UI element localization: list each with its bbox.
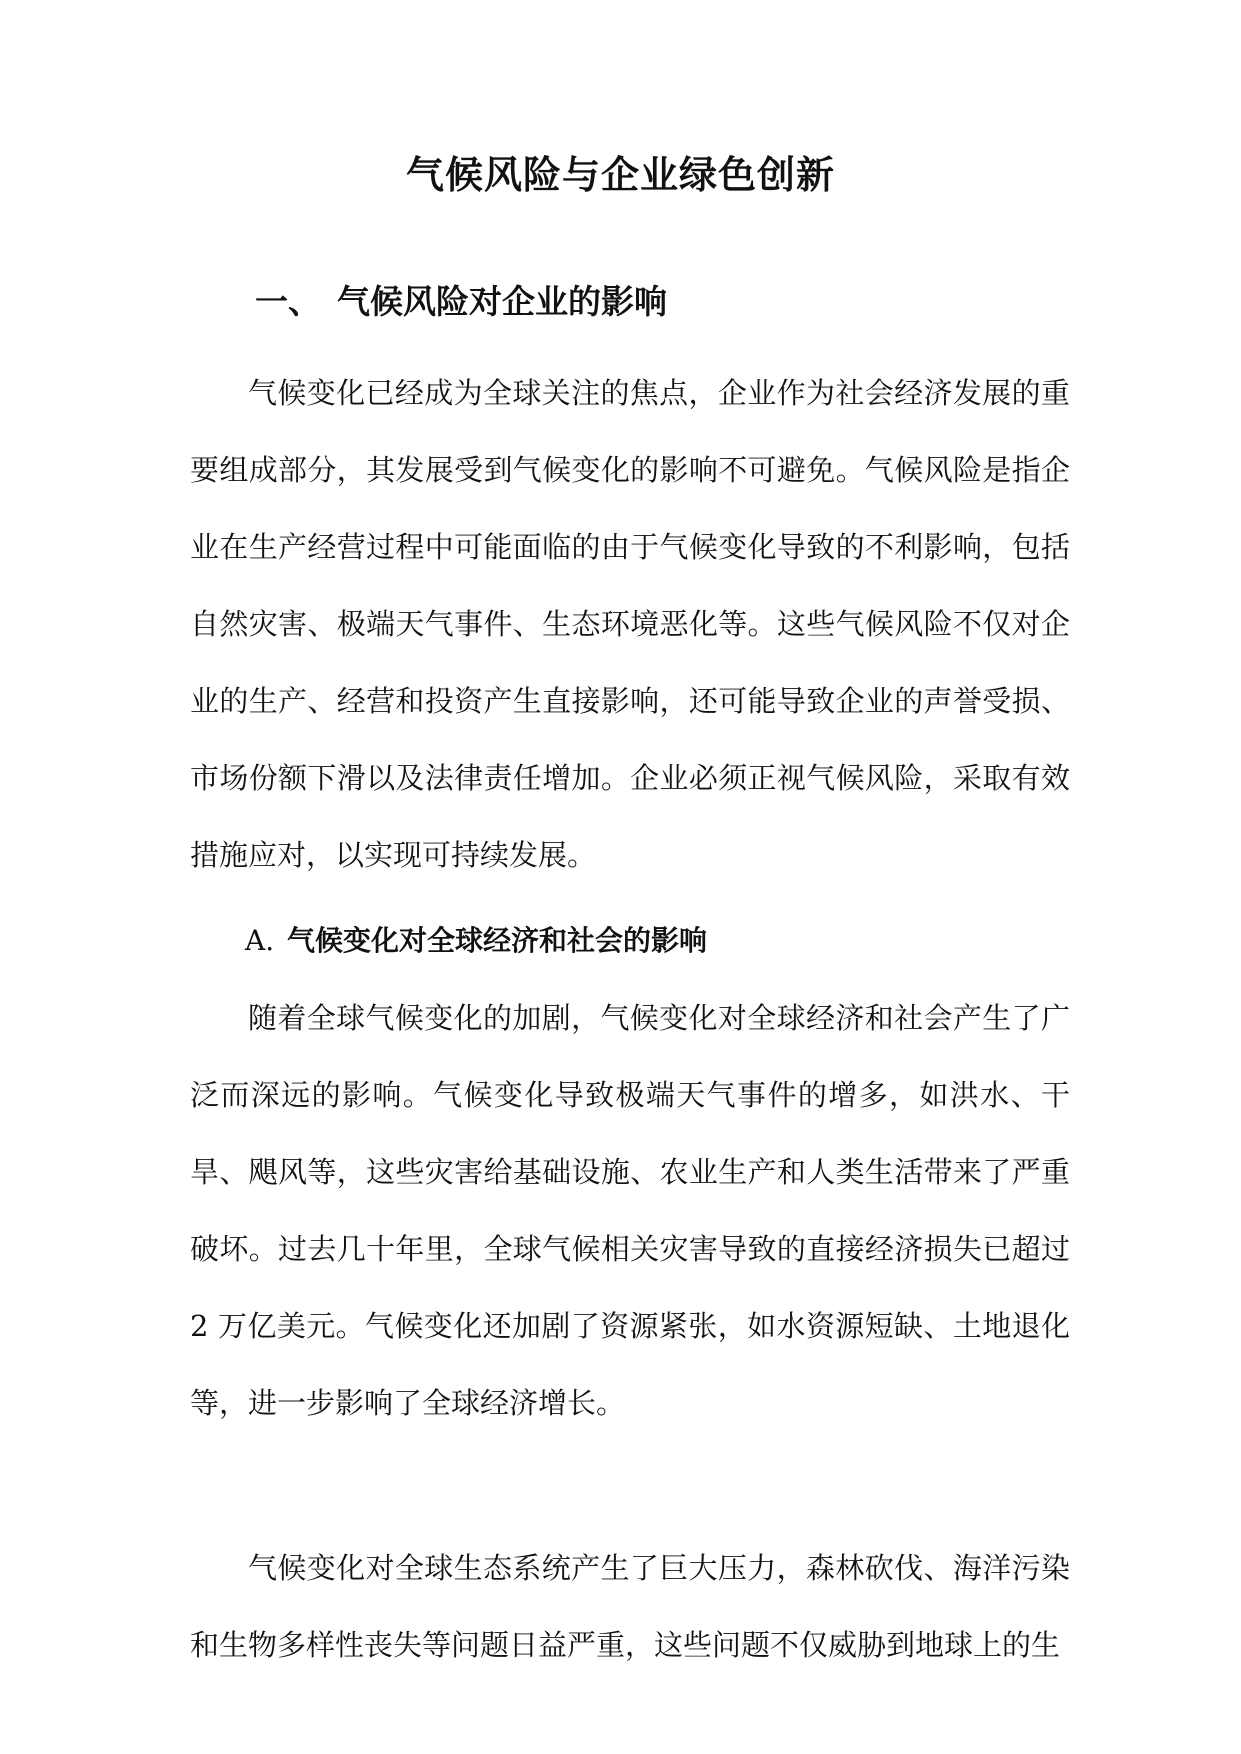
subsection-paragraph-2: 气候变化对全球生态系统产生了巨大压力，森林砍伐、海洋污染和生物多样性丧失等问题日益严重，这些问题不仅威胁到地球上的生 bbox=[190, 1551, 1070, 1662]
section-paragraph: 气候变化已经成为全球关注的焦点，企业作为社会经济发展的重要组成部分，其发展受到气候变化的影响不可避免。气候风险是指企业在生产经营过程中可能面临的由于气候变化导致的不利影响，包括自然灾害、极端天气事件、生态环境恶化等。这些气候风险不仅对企业的生产、经营和投资产生直接影响，还可能导致企业的声誉受损、市场份额下滑以及法律责任增加。企业必须正视气候风险，采取有效措施应对，以实现可持续发展。 bbox=[190, 376, 1070, 872]
subsection-title: 气候变化对全球经济和社会的影响 bbox=[287, 924, 708, 957]
section-number: 一、 bbox=[255, 282, 321, 321]
section-title: 气候风险对企业的影响 bbox=[337, 282, 667, 321]
subsection-paragraph-1: 随着全球气候变化的加剧，气候变化对全球经济和社会产生了广泛而深远的影响。气候变化导致极端天气事件的增多，如洪水、干旱、飓风等，这些灾害给基础设施、农业生产和人类生活带来了严重破坏。过去几十年里，全球气候相关灾害导致的直接经济损失已超过 2 万亿美元。气候变化还加剧了资源紧张，如水资源短缺、土地退化等，进一步影响了全球经济增长。 bbox=[190, 1001, 1070, 1420]
subsection-number: A. bbox=[245, 924, 275, 957]
section-heading bbox=[255, 277, 667, 327]
subsection-heading bbox=[245, 921, 707, 961]
document-title: 气候风险与企业绿色创新 bbox=[405, 152, 835, 197]
